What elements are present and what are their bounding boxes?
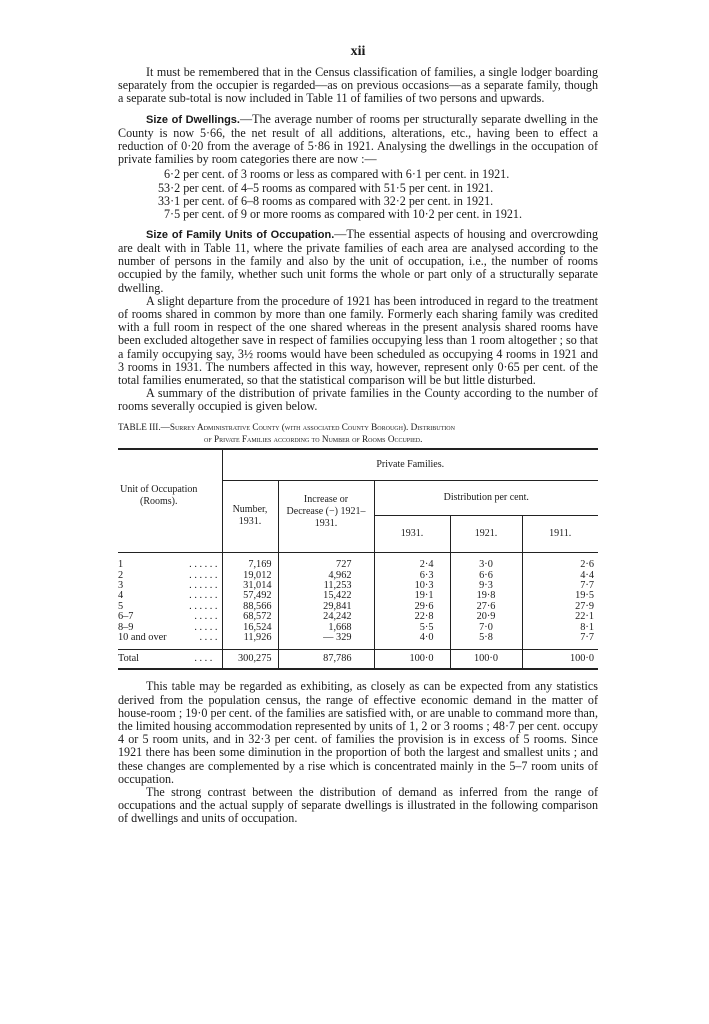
header-distribution-per-cent: Distribution per cent. (374, 480, 598, 515)
header-year-1931: 1931. (374, 515, 450, 552)
paragraph-strong-contrast: The strong contrast between the distribution of demand as inferred from the range of occupations and the actual supply of separate dwellings is illustrated in the following comparison of dwellings and units of occupation. (118, 785, 598, 826)
list-item: 53·2 per cent. of 4–5 rooms as compared with 51·5 per cent. in 1921. (158, 180, 494, 195)
table-row: 10 and over . . . . 11,926 — 329 4·0 5·8 7·7 (118, 633, 598, 643)
page-number: xii (350, 44, 366, 59)
heading-size-of-dwellings: Size of Dwellings. (146, 113, 240, 126)
table-row: 8–9 . . . . . 16,524 1,668 5·5 7·0 8·1 (118, 623, 598, 633)
heading-family-units: Size of Family Units of Occupation. (146, 228, 335, 241)
table-row: 3 . . . . . . 31,014 11,253 10·3 9·3 7·7 (118, 581, 598, 591)
table-row: 2 . . . . . . 19,012 4,962 6·3 6·6 4·4 (118, 571, 598, 581)
header-private-families: Private Families. (222, 449, 598, 481)
table-caption-line2: of Private Families according to Number of Rooms Occupied. (204, 433, 423, 444)
list-item: 7·5 per cent. of 9 or more rooms as compared with 10·2 per cent. in 1921. (164, 206, 523, 221)
paragraph-size-of-dwellings-text: —The average number of rooms per structurally separate dwelling in the County is now 5·66, the net result of all additions, alterations, etc., having been to effect a reduction of 0·20 from the average of 5·86 in 1921. Analysing the dwellings in the occupation of private families by room categories there are now :— (118, 111, 599, 167)
paragraph-size-of-dwellings (118, 113, 598, 167)
list-item: 33·1 per cent. of 6–8 rooms as compared with 32·2 per cent. in 1921. (158, 193, 494, 208)
paragraph-family-units-text: —The essential aspects of housing and overcrowding are dealt with in Table 11, where the private families of each area are analysed according to the number of persons in the family and also by the unit of occupation, i.e., the number of rooms occupied by the family, whether such unit forms the whole or part only of a structurally separate dwelling. (118, 226, 598, 295)
distribution-table (118, 448, 598, 671)
table-caption-prefix: TABLE III.— (118, 421, 170, 432)
header-increase-decrease: Increase or Decrease (−) 1921–1931. (278, 480, 374, 552)
header-unit-of-occupation: Unit of Occupation (Rooms). (118, 449, 222, 553)
paragraph-summary-intro: A summary of the distribution of private families in the County according to the number of rooms severally occupied is given below. (118, 386, 598, 414)
room-category-list (158, 168, 598, 220)
paragraph-economic-demand: This table may be regarded as exhibiting, as closely as can be expected from any statistics derived from the population census, the range of effective economic demand in the matter of house-room ; 19·0 per cent. of the families are satisfied with, or are unable to command more than, the limited housing accommodation represented by units of 1, 2 or 3 rooms ; 48·7 per cent. occupy 4 or 5 room units, and in 32·3 per cent. of families the provision is in excess of 5 rooms. Since 1921 there has been some diminution in the proportion of both the largest and smallest units ; and these changes are complemented by a rise which is concentrated mainly in the 5–7 room units of occupation. (118, 679, 598, 786)
table-row: 1 . . . . . . 7,169 727 2·4 3·0 2·6 (118, 560, 598, 570)
paragraph-family-units (118, 228, 598, 295)
table-total-row: Total . . . . 300,275 87,786 100·0 100·0 100·0 (118, 649, 598, 669)
header-year-1921: 1921. (450, 515, 522, 552)
document-page (118, 44, 598, 826)
table-caption (118, 421, 598, 445)
table-row: 4 . . . . . . 57,492 15,422 19·1 19·8 19·5 (118, 591, 598, 601)
table-row: 6–7 . . . . . 68,572 24,242 22·8 20·9 22·1 (118, 612, 598, 622)
table-row: 5 . . . . . . 88,566 29,841 29·6 27·6 27·9 (118, 602, 598, 612)
paragraph-shared-rooms: A slight departure from the procedure of 1921 has been introduced in regard to the treatment of rooms shared in common by more than one family. Formerly each sharing family was credited with a full room in respect of the one shared whereas in the present analysis shared rooms have been excluded altogether save in respect of families occupying less than 1 room altogether ; so that a family occupying say, 3½ rooms would have been scheduled as occupying 4 rooms in 1921 and 3 rooms in 1931. The numbers affected in this way, however, represent only 0·65 per cent. of the total families enumerated, so that the statistical comparison will be but little disturbed. (118, 293, 598, 388)
list-item: 6·2 per cent. of 3 rooms or less as compared with 6·1 per cent. in 1921. (164, 167, 510, 182)
table-caption-line1: Surrey Administrative County (with associated County Borough). Distribution (169, 421, 455, 432)
header-year-1911: 1911. (522, 515, 598, 552)
paragraph-lodgers: It must be remembered that in the Census classification of families, a single lodger boarding separately from the occupier is regarded—as on previous occasions—as a separate family, though a separate sub-total is now included in Table 11 of families of two persons and upwards. (118, 65, 598, 106)
header-number-1931: Number, 1931. (222, 480, 278, 552)
